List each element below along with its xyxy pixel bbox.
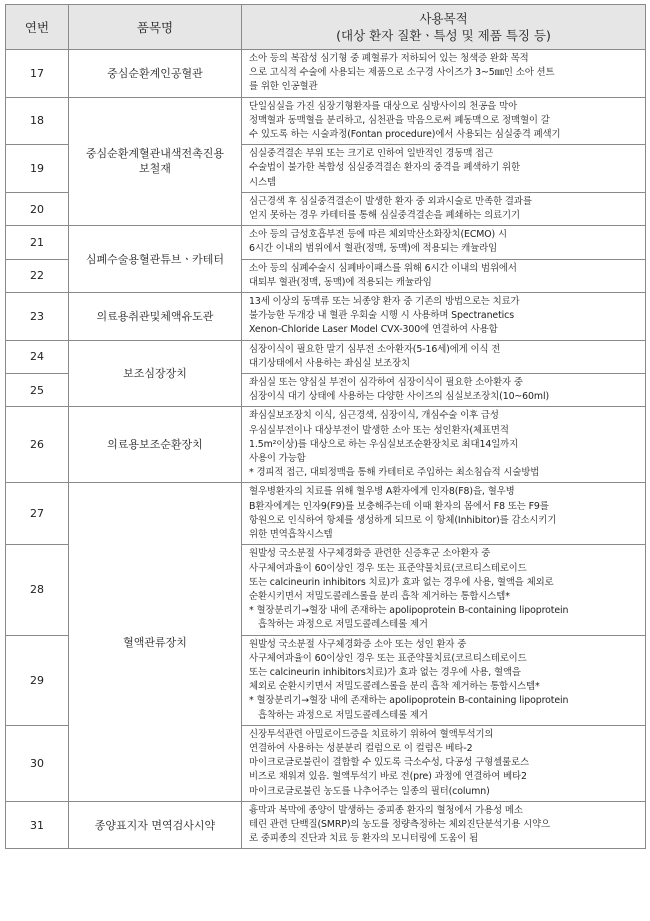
purpose-note: * 혈장분리기→혈장 내에 존재하는 apolipoprotein B-containing lipoprotein	[249, 695, 569, 707]
item-name-line: 중심순환계인공혈관	[107, 66, 203, 80]
item-name	[69, 50, 242, 98]
row-number: 19	[6, 145, 69, 193]
purpose-line: 비즈로 채워져 있음. 혈액투석기 바로 전(pre) 과정에 연결하여 베타2	[249, 771, 527, 783]
item-name	[69, 97, 242, 226]
item-name	[69, 340, 242, 407]
purpose-line: 얻지 못하는 경우 카테터를 통해 심실중격결손을 폐쇄하는 의료기기	[249, 210, 520, 222]
item-name	[69, 801, 242, 849]
row-number: 20	[6, 192, 69, 225]
purpose-line: 우심실부전이나 대상부전이 발생한 소아 또는 성인환자(체표면적	[249, 424, 509, 436]
item-name-line: 의료용보조순환장치	[107, 438, 203, 452]
purpose-line: 테린 관련 단백질(SMRP)의 농도를 정량측정하는 체외진단분석기용 시약으	[249, 818, 550, 830]
row-number: 22	[6, 259, 69, 292]
purpose-line: 사용이 가능함	[249, 453, 306, 465]
purpose-line: 흉막과 복막에 종양이 발생하는 중피종 환자의 혈청에서 가용성 메소	[249, 804, 523, 816]
purpose-line: 13세 이상의 동맥류 또는 뇌종양 환자 중 기존의 방법으로는 치료가	[249, 296, 520, 308]
purpose-line: 심장이식이 필요한 말기 심부전 소아환자(5-16세)에게 이식 전	[249, 343, 501, 355]
header-purpose-line1: 사용목적	[419, 11, 468, 26]
purpose-line: 항원으로 인식하여 항체를 생성하게 되므로 이 항체(Inhibitor)를 감소시키기	[249, 514, 557, 526]
purpose-line: 1.5m²이상)를 대상으로 하는 우심실보조순환장치로 최대14일까지	[249, 438, 519, 450]
table-row	[6, 340, 646, 373]
row-number: 31	[6, 801, 69, 849]
row-number: 17	[6, 50, 69, 98]
purpose-line: 체외로 순환시키면서 저밀도콜레스롤을 분리 흡착 제거하는 통합시스템*	[249, 681, 540, 693]
item-name	[69, 293, 242, 341]
purpose-line: 마이크로글로불린 농도를 나추어주는 일종의 필터(column)	[249, 785, 490, 797]
table-row	[6, 801, 646, 849]
purpose-line: 시스템	[249, 176, 276, 188]
item-name-line: 혈액관류장치	[123, 635, 187, 649]
purpose-cell	[242, 97, 646, 145]
purpose-line: 혈우병환자의 치료를 위해 혈우병 A환자에게 인자8(F8)을, 혈우병	[249, 486, 515, 498]
item-name-line: 종양표지자 면역검사시약	[94, 818, 216, 832]
purpose-line: 신장투석관련 아밀로이드증을 치료하기 위하여 혈액투석기의	[249, 728, 494, 740]
purpose-note: 흡착하는 과정으로 저밀도콜레스테롤 제거	[258, 709, 428, 721]
item-name-line: 심폐수술용혈관튜브ㆍ카테터	[85, 252, 225, 266]
purpose-cell	[242, 635, 646, 725]
table-row	[6, 293, 646, 341]
table-row	[6, 407, 646, 483]
row-number: 27	[6, 483, 69, 545]
row-number: 25	[6, 374, 69, 407]
row-number: 18	[6, 97, 69, 145]
purpose-cell	[242, 293, 646, 341]
item-name-line: 중심순환계혈관내색전촉진용	[85, 147, 225, 161]
purpose-line: 사구체여과율이 60이상인 경우 또는 표준약물치료(코르티스테로이드	[249, 652, 527, 664]
purpose-note: * 혈장분리기→혈장 내에 존재하는 apolipoprotein B-containing lipoprotein	[249, 605, 569, 617]
purpose-line: 심실중격결손 부위 또는 크기로 인하여 일반적인 경동맥 접근	[249, 148, 494, 160]
header-name: 품목명	[69, 5, 242, 50]
table-row	[6, 97, 646, 145]
table-header-row	[6, 5, 646, 50]
purpose-line: 대퇴부 혈관(정맥, 동맥)에 적용되는 캐뉼라임	[249, 276, 432, 288]
item-name	[69, 483, 242, 801]
table-row	[6, 50, 646, 98]
purpose-line: 또는 calcineurin inhibitors치료)가 효과 없는 경우에 사용, 혈액을	[249, 666, 521, 678]
purpose-line: 를 위한 인공혈관	[249, 81, 318, 93]
purpose-line: 으로 고식적 수술에 사용되는 제품으로 소구경 사이즈가 3~5㎜인 소아 션트	[249, 67, 555, 79]
row-number: 30	[6, 725, 69, 801]
purpose-line: 소아 등의 급성호흡부전 등에 따른 체외막산소화장치(ECMO) 시	[249, 229, 507, 241]
row-number: 24	[6, 340, 69, 373]
purpose-line: 수 있도록 하는 시술과정(Fontan procedure)에서 사용되는 심실중격 폐색기	[249, 129, 561, 141]
purpose-cell	[242, 801, 646, 849]
purpose-line: 불가능한 두개강 내 혈관 우회술 시행 시 사용하며 Spectranetics	[249, 310, 514, 322]
purpose-cell	[242, 725, 646, 801]
purpose-cell	[242, 483, 646, 545]
row-number: 29	[6, 635, 69, 725]
purpose-line: 심장이식 대기 상태에 사용하는 다양한 사이즈의 심실보조장치(10~60ml)	[249, 391, 550, 403]
purpose-line: 정맥혈과 동맥혈을 분리하고, 심천관을 막음으로써 폐동맥으로 정맥혈이 갈	[249, 114, 550, 126]
purpose-cell	[242, 192, 646, 225]
row-number: 28	[6, 545, 69, 635]
purpose-line: 순환시키면서 저밀도콜레스롤을 분리 흡착 제거하는 통합시스템*	[249, 590, 510, 602]
purpose-line: 원발성 국소분절 사구체경화증 관련한 신증후군 소아환자 중	[249, 548, 491, 560]
item-name	[69, 226, 242, 293]
purpose-line: 사구체여과율이 60이상인 경우 또는 표준약물치료(코르티스테로이드	[249, 562, 527, 574]
table-row	[6, 483, 646, 545]
purpose-line: 대기상태에서 사용하는 좌심실 보조장치	[249, 357, 410, 369]
purpose-line: Xenon-Chloride Laser Model CVX-300에 연결하여 사용함	[249, 324, 498, 336]
purpose-line: 연결하여 사용하는 성분분리 컬럼으로 이 컬럼은 베타-2	[249, 742, 473, 754]
purpose-cell	[242, 407, 646, 483]
purpose-cell	[242, 545, 646, 635]
purpose-line: 마이크로글로불린이 결합할 수 있도록 극소수성, 다공성 구형셀룰로스	[249, 757, 529, 769]
purpose-line: B환자에게는 인자9(F9)를 보충해주는데 이때 환자의 몸에서 F8 또는 F9를	[249, 500, 549, 512]
row-number: 23	[6, 293, 69, 341]
purpose-line: 단일심실을 가진 심장기형환자를 대상으로 심방사이의 천공을 막아	[249, 100, 518, 112]
item-name-line: 보조심장장치	[123, 367, 187, 381]
purpose-line: 위한 면역흡착시스템	[249, 529, 333, 541]
purpose-line: 원발성 국소분절 사구체경화증 소아 또는 성인 환자 중	[249, 638, 467, 650]
purpose-cell	[242, 259, 646, 292]
purpose-cell	[242, 226, 646, 259]
purpose-line: 또는 calcineurin inhibitors 치료)가 효과 없는 경우에 사용, 혈액을 체외로	[249, 576, 554, 588]
purpose-line: 좌심실 또는 양심실 부전이 심각하여 심장이식이 필요한 소아환자 중	[249, 377, 523, 389]
item-name-line: 보철재	[139, 162, 171, 176]
item-name	[69, 407, 242, 483]
header-no: 연번	[6, 5, 69, 50]
purpose-line: 소아 등의 복잡성 심기형 중 폐혈류가 저하되어 있는 청색증 완화 목적	[249, 53, 529, 64]
purpose-line: 심근경색 후 심실중격결손이 발생한 환자 중 외과시술로 만족한 결과를	[249, 195, 532, 207]
purpose-cell	[242, 50, 646, 98]
purpose-note: 흡착하는 과정으로 저밀도콜레스테롤 제거	[258, 619, 428, 631]
purpose-note: * 경피적 접근, 대퇴정맥을 통해 카테터로 주입하는 최소침습적 시술방법	[249, 467, 540, 479]
device-table	[5, 4, 646, 849]
row-number: 26	[6, 407, 69, 483]
purpose-cell	[242, 374, 646, 407]
table-row	[6, 226, 646, 259]
purpose-cell	[242, 340, 646, 373]
purpose-line: 수술법이 불가한 복합성 심실중격결손 환자의 중격을 폐색하기 위한	[249, 162, 520, 174]
header-purpose-line2: (대상 환자 질환ㆍ특성 및 제품 특징 등)	[336, 28, 551, 43]
purpose-line: 좌심실보조장치 이식, 심근경색, 심장이식, 개심수술 이후 급성	[249, 410, 499, 422]
purpose-line: 6시간 이내의 범위에서 혈관(정맥, 동맥)에 적용되는 캐뉼라임	[249, 243, 498, 255]
item-name-line: 의료용취관및체액유도관	[96, 309, 214, 323]
purpose-line: 소아 등의 심폐수술시 심폐바이패스를 위해 6시간 이내의 범위에서	[249, 262, 517, 274]
row-number: 21	[6, 226, 69, 259]
header-purpose	[242, 5, 646, 50]
purpose-cell	[242, 145, 646, 193]
purpose-line: 로 중피종의 진단과 치료 등 환자의 모니터링에 도움이 됨	[249, 833, 479, 845]
